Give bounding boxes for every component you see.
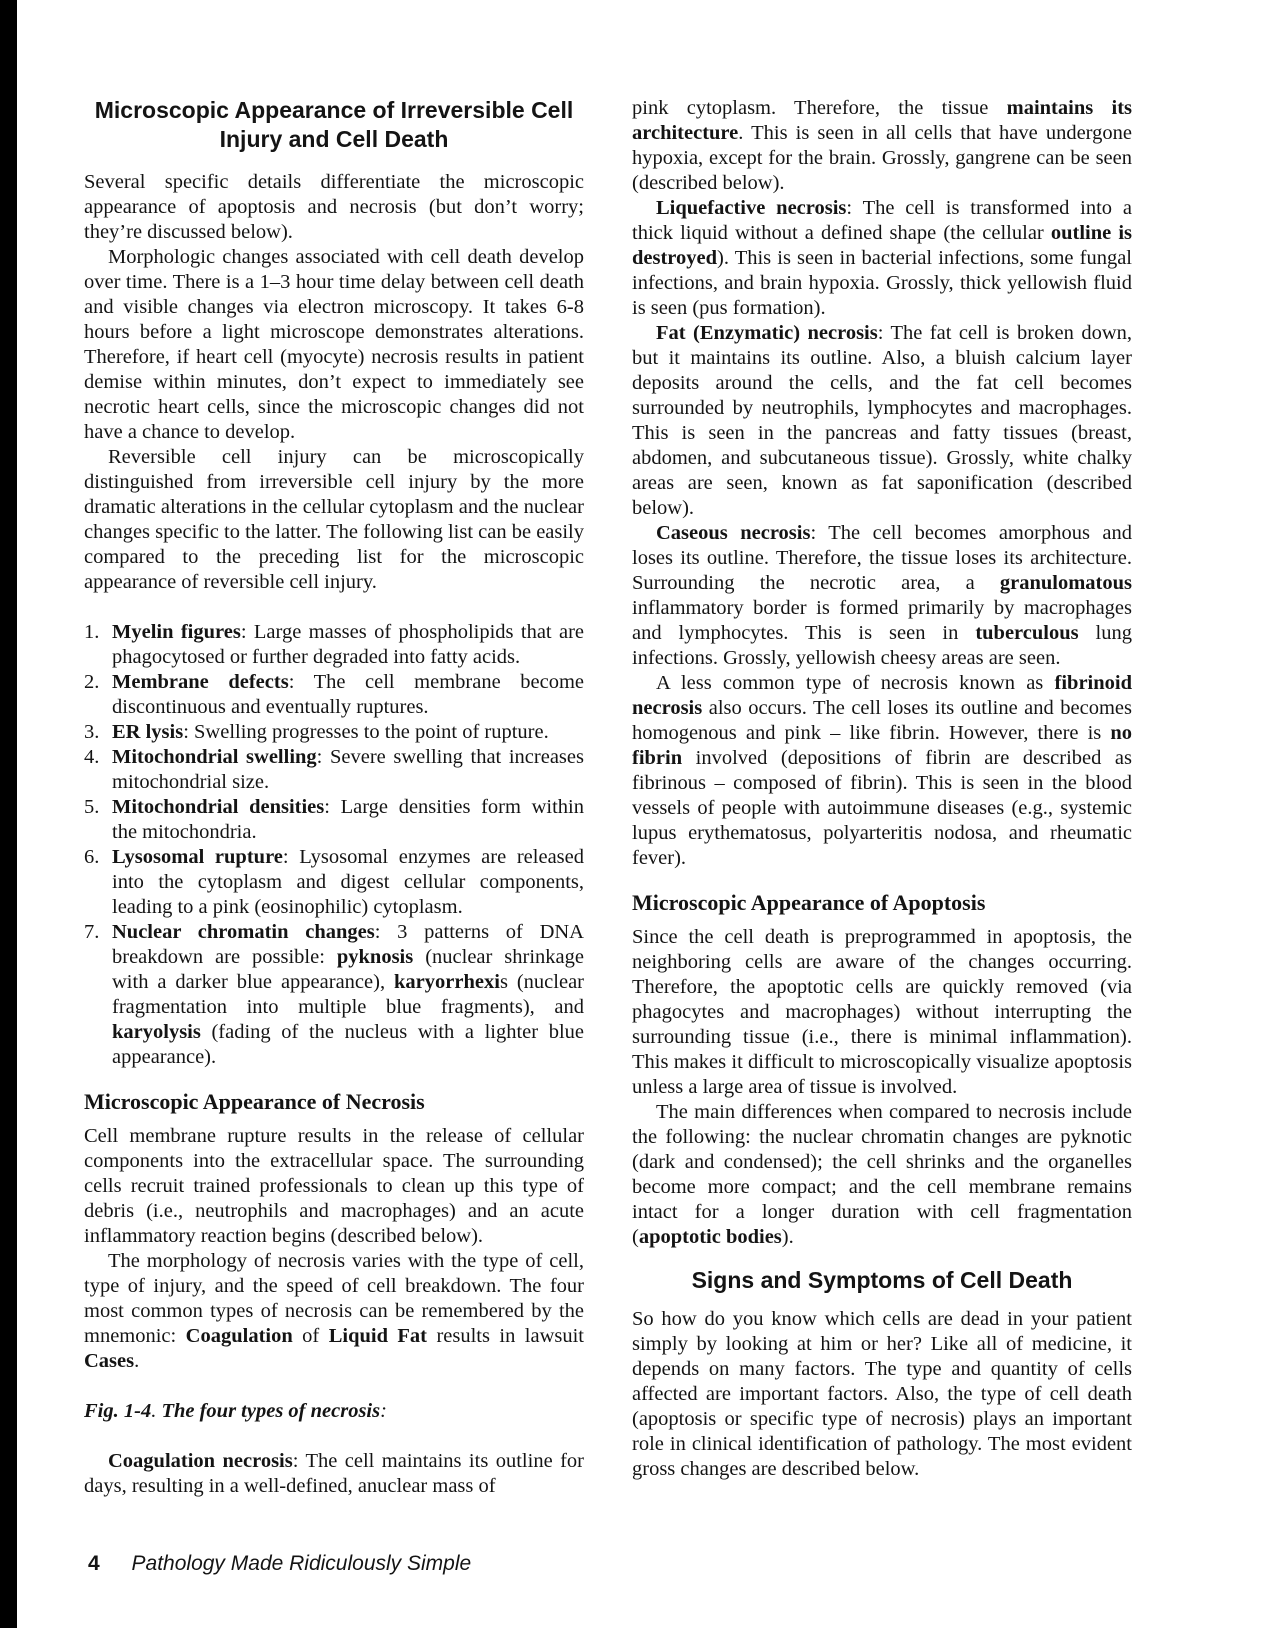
- figure-caption-1-4: Fig. 1-4. The four types of necrosis:: [84, 1400, 387, 1422]
- list-number: 7.: [84, 921, 100, 943]
- list-number: 3.: [84, 721, 100, 743]
- list-item-mitochondrial-densities: [84, 795, 584, 845]
- list-item-nuclear-chromatin-changes: [84, 920, 584, 1070]
- list-item-lysosomal-rupture: [84, 845, 584, 920]
- scan-edge-bar: [0, 0, 17, 1628]
- paragraph-apoptosis-preprogrammed: Since the cell death is preprogrammed in apoptosis, the neighboring cells are aware of the changes occurring. Therefore, the apoptotic cells are quickly removed (via phagocytes and macrophages) without interrupting the surrounding tissue (i.e., there is minimal inflammation). This makes it difficult to microscopically visualize apoptosis unless a large area of tissue is involved.: [632, 926, 1132, 1098]
- list-number: 2.: [84, 671, 100, 693]
- list-item-er-lysis: [84, 720, 584, 745]
- list-number: 1.: [84, 621, 100, 643]
- heading-microscopic-necrosis: Microscopic Appearance of Necrosis: [84, 1089, 425, 1114]
- paragraph-necrosis-morphology: The morphology of necrosis varies with the type of cell, type of injury, and the speed of cell breakdown. The four most common types of necrosis can be remembered by the mnemonic: Coagulation of Liquid Fat results in lawsuit Cases.: [84, 1250, 585, 1372]
- page-footer: [88, 1551, 471, 1576]
- heading-line: Injury and Cell Death: [219, 126, 449, 152]
- paragraph-reversible-vs-irreversible: Reversible cell injury can be microscopically distinguished from irreversible cell injury by the more dramatic alterations in the cellular cytoplasm and the nuclear changes specific to the latter. The following list can be easily compared to the preceding list for the microscopic appearance of reversible cell injury.: [84, 446, 585, 593]
- list-item-text: Mitochondrial swelling: Severe swelling that increases mitochondrial size.: [112, 746, 584, 793]
- list-item-text: Membrane defects: The cell membrane become discontinuous and eventually ruptures.: [112, 671, 585, 718]
- paragraph-morphologic-changes: Morphologic changes associated with cell death develop over time. There is a 1–3 hour time delay between cell death and visible changes via electron microscopy. It takes 6-8 hours before a light microscope demonstrates alterations. Therefore, if heart cell (myocyte) necrosis results in patient demise within minutes, don’t expect to immediately see necrotic heart cells, since the microscopic changes did not have a chance to develop.: [84, 246, 584, 443]
- left-column: [84, 96, 584, 1499]
- book-title: Pathology Made Ridiculously Simple: [131, 1552, 472, 1575]
- heading-microscopic-apoptosis: Microscopic Appearance of Apoptosis: [632, 890, 986, 915]
- heading-line: Microscopic Appearance of Irreversible Cell: [94, 97, 574, 123]
- paragraph-caseous-necrosis: Caseous necrosis: The cell becomes amorphous and loses its outline. Therefore, the tissue loses its architecture. Surrounding the necrotic area, a granulomatous inflammatory border is formed primarily by macrophages and lymphocytes. This is seen in tuberculous lung infections. Grossly, yellowish cheesy areas are seen.: [632, 522, 1133, 669]
- list-number: 4.: [84, 746, 100, 768]
- list-item-membrane-defects: [84, 670, 584, 720]
- list-number: 6.: [84, 846, 100, 868]
- paragraph-pink-cytoplasm: pink cytoplasm. Therefore, the tissue maintains its architecture. This is seen in all cells that have undergone hypoxia, except for the brain. Grossly, gangrene can be seen (described below).: [632, 97, 1132, 194]
- right-column: [632, 96, 1132, 1482]
- list-item-text: Lysosomal rupture: Lysosomal enzymes are released into the cytoplasm and digest cellular components, leading to a pink (eosinophilic) cytoplasm.: [112, 846, 584, 918]
- heading-signs-symptoms: Signs and Symptoms of Cell Death: [691, 1267, 1073, 1293]
- paragraph-cell-membrane-rupture: Cell membrane rupture results in the release of cellular components into the extracellular space. The surrounding cells recruit trained professionals to clean up this type of debris (i.e., neutrophils and macrophages) and an acute inflammatory reaction begins (described below).: [84, 1125, 584, 1247]
- list-item-mitochondrial-swelling: [84, 745, 584, 795]
- list-item-text: Mitochondrial densities: Large densities form within the mitochondria.: [112, 796, 584, 843]
- heading-irreversible-cell-injury: [84, 96, 584, 154]
- paragraph-coagulation-necrosis: Coagulation necrosis: The cell maintains its outline for days, resulting in a well-defined, anuclear mass of: [84, 1450, 584, 1497]
- list-number: 5.: [84, 796, 100, 818]
- paragraph-intro: Several specific details differentiate the microscopic appearance of apoptosis and necrosis (but don’t worry; they’re discussed below).: [84, 171, 584, 243]
- list-item-text: ER lysis: Swelling progresses to the point of rupture.: [112, 721, 549, 743]
- irreversible-changes-list: [84, 620, 584, 1070]
- page-number: 4: [88, 1552, 100, 1575]
- list-item-myelin-figures: [84, 620, 584, 670]
- list-item-text: Nuclear chromatin changes: 3 patterns of DNA breakdown are possible: pyknosis (nuclear shrinkage with a darker blue appearance), karyorrhexis (nuclear fragmentation into multiple blue fragments), and karyolysis (fading of the nucleus with a lighter blue appearance).: [112, 921, 585, 1068]
- paragraph-apoptosis-differences: The main differences when compared to necrosis include the following: the nuclear chromatin changes are pyknotic (dark and condensed); the cell shrinks and the organelles become more compact; and the cell membrane remains intact for a longer duration with cell fragmentation (apoptotic bodies).: [632, 1101, 1132, 1248]
- paragraph-fat-necrosis: Fat (Enzymatic) necrosis: The fat cell is broken down, but it maintains its outline. Also, a bluish calcium layer deposits around the cells, and the fat cell becomes surrounded by neutrophils, lymphocytes and macrophages. This is seen in the pancreas and fatty tissues (breast, abdomen, and subcutaneous tissue). Grossly, white chalky areas are seen, known as fat saponification (described below).: [632, 322, 1132, 519]
- paragraph-liquefactive-necrosis: Liquefactive necrosis: The cell is transformed into a thick liquid without a defined shape (the cellular outline is destroyed). This is seen in bacterial infections, some fungal infections, and brain hypoxia. Grossly, thick yellowish fluid is seen (pus formation).: [632, 197, 1133, 319]
- list-item-text: Myelin figures: Large masses of phospholipids that are phagocytosed or further degraded into fatty acids.: [112, 621, 584, 668]
- paragraph-signs-symptoms: So how do you know which cells are dead in your patient simply by looking at him or her? Like all of medicine, it depends on many factors. The type and quantity of cells affected are important factors. Also, the type of cell death (apoptosis or specific type of necrosis) plays an important role in clinical identification of pathology. The most evident gross changes are described below.: [632, 1308, 1132, 1480]
- paragraph-fibrinoid-necrosis: A less common type of necrosis known as fibrinoid necrosis also occurs. The cell loses its outline and becomes homogenous and pink – like fibrin. However, there is no fibrin involved (depositions of fibrin are described as fibrinous – composed of fibrin). This is seen in the blood vessels of people with autoimmune diseases (e.g., systemic lupus erythematosus, polyarteritis nodosa, and rheumatic fever).: [632, 672, 1132, 869]
